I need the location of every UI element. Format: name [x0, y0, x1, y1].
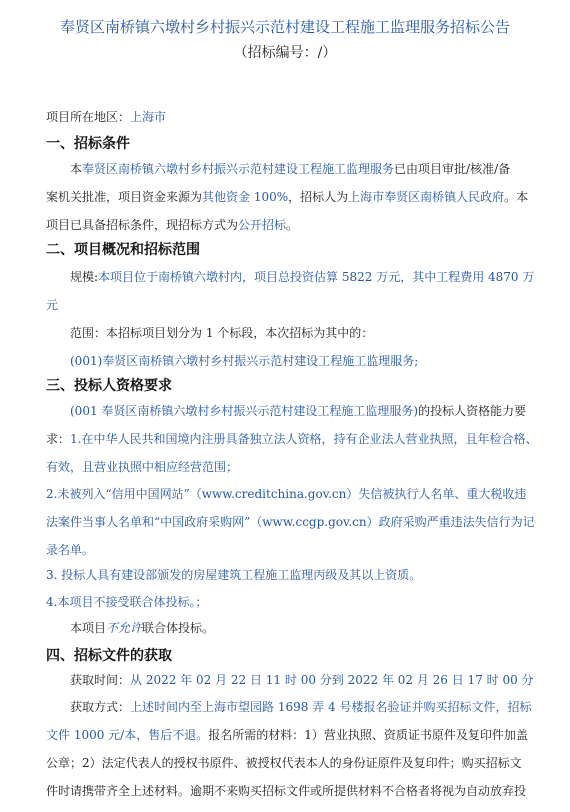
bid-number: （招标编号：/） [233, 45, 337, 61]
text: 获取时间： [70, 673, 131, 687]
obtain-time: 从 2022 年 02 月 22 日 11 时 00 分到 2022 年 02 月 26 日 17 时 00 分 [130, 673, 534, 687]
section-heading-bidder-qualifications: 三、投标人资格要求 [46, 378, 172, 394]
qualification-2 [46, 480, 535, 564]
text: 联合体投标。 [142, 621, 215, 635]
text: 规模: [70, 270, 99, 284]
text: 求： [46, 432, 71, 446]
text: ，招标人为 [288, 190, 349, 204]
text: 项目已具备招标条件，现招标方式为 [46, 218, 239, 232]
project-name: 奉贤区南桥镇六墩村乡村振兴示范村建设工程施工监理服务 [82, 162, 395, 176]
lot-reference: (001 奉贤区南桥镇六墩村乡村振兴示范村建设工程施工监理服务) [70, 404, 419, 418]
text: 2.未被列入“信用中国网站”（www.creditchina.gov.cn）失信被执行人名单、重大税收违 [46, 487, 527, 501]
text: 本项目 [70, 621, 107, 635]
joint-venture-note [46, 614, 524, 642]
text: 报名所需的材料：1）营业执照、资质证书原件及复印件加盖 [208, 728, 528, 742]
section-body-bidder-qualifications [46, 397, 538, 481]
tenderer-name: 上海市奉贤区南桥镇人民政府 [348, 190, 505, 204]
section-heading-obtain-documents: 四、招标文件的获取 [46, 648, 172, 664]
text: 。本 [504, 190, 529, 204]
text: 范围：本招标项目划分为 1 个标段，本次招标为其中的： [70, 326, 374, 340]
text: 本 [70, 162, 83, 176]
qualification-1-cont: 有效，且营业执照中相应经营范围； [46, 460, 239, 474]
text: 4.本项目不接受联合体投标。； [46, 595, 208, 609]
section-body-project-overview [46, 263, 535, 375]
fund-source: 其他资金 100% [202, 190, 289, 204]
section-body-tender-conditions [46, 155, 529, 239]
tender-method: 公开招标 [238, 218, 287, 232]
text: 法案件当事人名单和“中国政府采购网”（www.ccgp.gov.cn）政府采购严重违法失信行为记 [46, 515, 535, 529]
text: 录名单。 [46, 543, 95, 557]
location-label: 项目所在地区： [46, 110, 131, 124]
text: 获取方式： [70, 700, 131, 714]
project-location [46, 103, 524, 131]
page-title: 奉贤区南桥镇六墩村乡村振兴示范村建设工程施工监理服务招标公告 [59, 18, 510, 36]
text: 公章；2）法定代表人的授权书原件、被授权代表本人的身份证原件及复印件；购买招标文 [46, 756, 522, 770]
text: 。 [286, 218, 299, 232]
text: 案机关批准，项目资金来源为 [46, 190, 203, 204]
section-body-obtain-documents [46, 666, 534, 694]
document-fee: 文件 1000 元/本，售后不退。 [46, 728, 209, 742]
qualification-3 [46, 561, 524, 589]
location-value: 上海市 [130, 110, 167, 124]
project-scale: 本项目位于南桥镇六墩村内，项目总投资估算 5822 万元，其中工程费用 4870 万 [98, 270, 535, 284]
section-heading-tender-conditions: 一、招标条件 [46, 136, 130, 152]
text: 件时请携带齐全上述材料。逾期不来购买招标文件或所提供材料不合格者将视为自动放弃投 [46, 784, 527, 798]
text: 元 [46, 298, 59, 312]
text: 3. 投标人具有建设部颁发的房屋建筑工程施工监理丙级及其以上资质。 [46, 568, 422, 582]
qualification-1: 1.在中华人民共和国境内注册具备独立法人资格，持有企业法人营业执照，且年检合格、 [70, 432, 538, 446]
text: 已由项目审批/核准/备 [394, 162, 511, 176]
joint-venture-status: 不允许 [106, 621, 143, 635]
text: 的投标人资格能力要 [418, 404, 527, 418]
lot-name: (001)奉贤区南桥镇六墩村乡村振兴示范村建设工程施工监理服务; [70, 354, 419, 368]
qualification-4 [46, 588, 524, 616]
section-heading-project-overview: 二、项目概况和招标范围 [46, 242, 200, 258]
text: 上述时间内至上海市望园路 1698 弄 4 号楼报名验证并购买招标文件，招标 [130, 700, 532, 714]
obtain-method [46, 693, 532, 805]
